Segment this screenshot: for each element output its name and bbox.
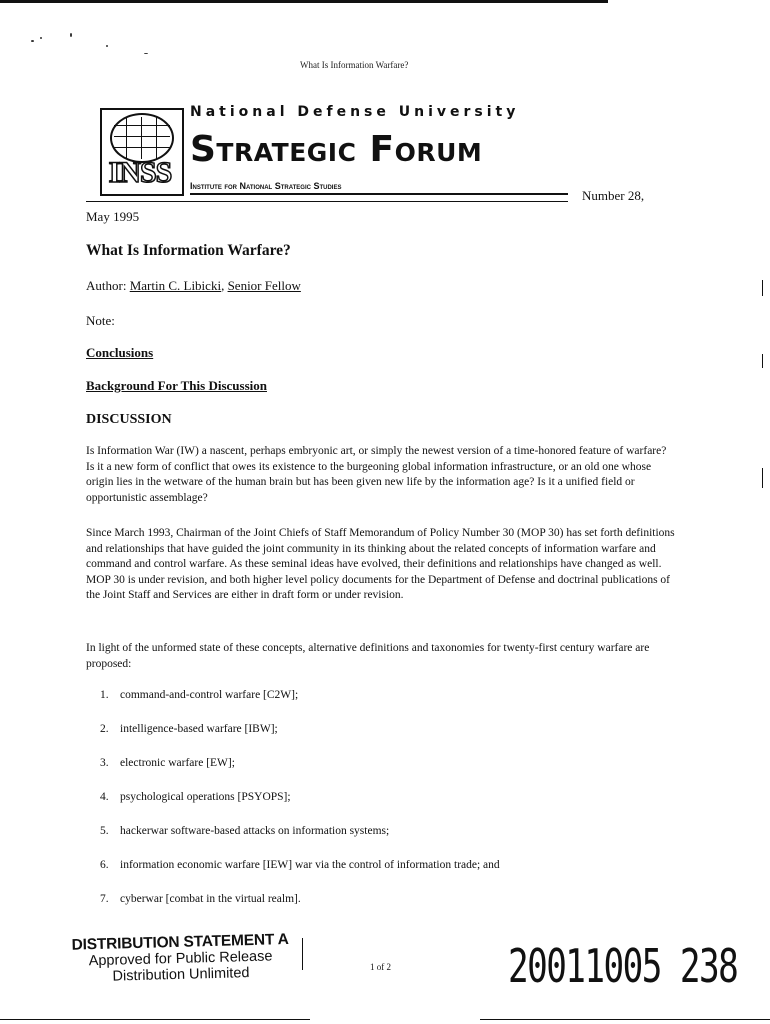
stamp-line: DISTRIBUTION STATEMENT A [71,931,289,954]
scan-edge-mark [762,468,763,488]
paragraph: Since March 1993, Chairman of the Joint Chiefs of Staff Memorandum of Policy Number 30 (MOP 30) has set forth definitions and relationships that have guided the joint community in its thinking about the related concepts of information warfare and command and control warfare. As these seminal ideas have evolved, their definitions and relationships have changed as well. MOP 30 is under revision, and both higher level policy documents for the Department of Defense and doctrinal publications of the Joint Staff and Services are either in draft form or under revision. [86,527,675,601]
list-item: 7. cyberwar [combat in the virtual realm]. [100,893,301,905]
issue-number: Number 28, [582,188,645,203]
background-link[interactable]: Background For This Discussion [86,378,267,393]
scan-edge-mark [762,354,763,368]
ndu-heading: National Defense University [190,104,520,120]
scan-edge-mark [762,280,763,296]
masthead-rule [86,201,568,202]
section-heading: DISCUSSION [86,412,172,427]
list-item: 6. information economic warfare [IEW] war via the control of information trade; and [100,859,500,871]
author-label: Author: [86,278,127,293]
inss-logo [100,108,184,196]
scan-speck [31,40,34,42]
author-name-link[interactable]: Martin C. Libicki [129,278,222,293]
list-item: 3. electronic warfare [EW]; [100,757,235,769]
scan-speck [106,45,108,47]
conclusions-link[interactable]: Conclusions [86,345,154,360]
scan-speck [70,33,72,37]
author-title-link[interactable]: Senior Fellow [227,278,301,293]
issue-date: May 1995 [86,209,140,224]
note-label: Note: [86,313,115,328]
warfare-taxonomy-list [100,689,500,927]
page-indicator: 1 of 2 [370,962,391,972]
stamp-line: Distribution Unlimited [112,965,250,985]
list-item: 2. intelligence-based warfare [IBW]; [100,723,278,735]
divider [302,938,303,970]
list-item: 4. psychological operations [PSYOPS]; [100,791,291,803]
article-title: What Is Information Warfare? [86,242,291,259]
list-item: 1. command-and-control warfare [C2W]; [100,689,299,701]
list-item: 5. hackerwar software-based attacks on information systems; [100,825,390,837]
footer-rule [480,1019,770,1020]
paragraph: In light of the unformed state of these concepts, alternative definitions and taxonomies for twenty-first century warfare are proposed: [86,642,650,670]
institute-name: Institute for National Strategic Studies [190,181,342,191]
logo-text: INSS [108,156,172,189]
publication-title: Strategic Forum [190,129,483,170]
paragraph: Is Information War (IW) a nascent, perhaps embryonic art, or simply the newest version of a time-honored feature of warfare? Is it a new form of conflict that owes its existence to the burgeoning global information infrastructure, or an old one whose origin lies in the wetware of the human brain but has been given new life by the information age? Is it a unified field or opportunistic assemblage? [86,445,667,504]
author-line: Author: Martin C. Libicki, Senior Fellow [86,278,301,293]
running-head: What Is Information Warfare? [300,60,409,70]
scan-speck [40,37,42,39]
stamp-line: Approved for Public Release [88,948,273,970]
document-number: 20011005 238 [508,940,738,994]
distribution-stamp [60,932,301,986]
scan-speck [144,53,148,54]
footer-rule [0,1019,310,1020]
masthead-rule [190,193,568,195]
scan-top-border [0,0,608,3]
